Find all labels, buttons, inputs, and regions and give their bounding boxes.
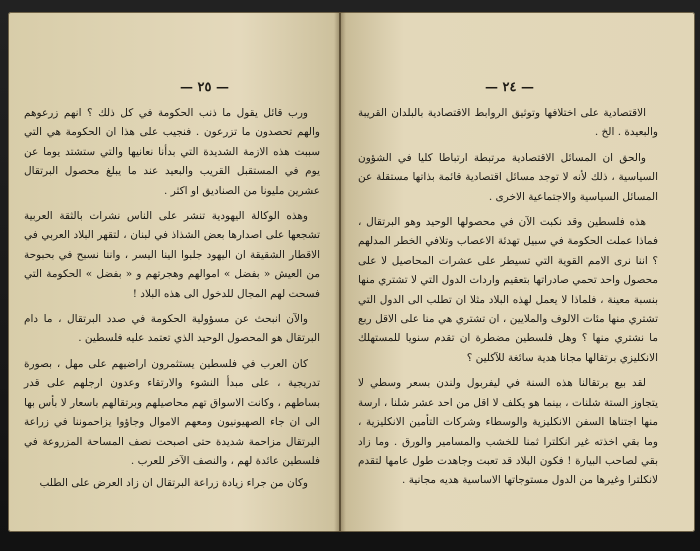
book-gutter bbox=[334, 12, 346, 532]
left-paragraph-2: وهذه الوكالة اليهودية تنشر على الناس نشرات بالثقة العربية تشجعها على اصدارها بعض الشذاذ في لبنان ، لتقهر البلاد العربي في الاقطار الشقيقة ان اليهود جلبوا الينا اليسر ، واننا نسبح في بحبوحة من العيش « بفضل » اموالهم وهجرتهم و « بفضل » الحكومة التي فسحت لهم المجال للدخول الى هذه البلاد ! bbox=[24, 210, 320, 300]
left-paragraph-5: وكان من جراء زيادة زراعة البرتقال ان زاد العرض على الطلب bbox=[39, 477, 308, 490]
right-paragraph-3: هذه فلسطين وقد نكبت الآن في محصولها الوحيد وهو البرتقال ، فماذا عملت الحكومة في سبيل تهدئة الاعصاب وتلافي الخطر المدلهم ؟ اننا نرى الامم القوية التي تسيطر على عشرات المحاصيل لا على محصول واحد تحمي صادراتها بتعقيم واردات الدول التي لا تشتري منها بنسبة معينة ، فلماذا لا يعمل لهذه البلاد مثلا ان تطلب الى الدول التي تشتري منها مئات الالوف والملايين ، ان تشتري هي منا على الاقل ربع ما نشتري منها ؟ وهل فلسطين مضطرة ان تقدم سنويا للمستهلك الانكليزي برتقالها مجانا هدية سائغة للآكلين ؟ bbox=[357, 216, 658, 364]
page-number-left: — ٢٥ — bbox=[180, 80, 230, 95]
left-page-text bbox=[24, 104, 320, 500]
left-paragraph-4: كان العرب في فلسطين يستثمرون اراضيهم على مهل ، بصورة تدريجية ، على مبدأ النشوء والارتقاء وعدون ارجلهم على قدر بساطهم ، وكانت الاسواق تهم محاصيلهم وبرتقالهم باسعار لا بأس بها الى ان جاء الصهيونيون ومعهم الاموال وجاؤوا يزاحموننا في زراعة البرتقال مزاحمة شديدة حتى اصبحت نصف المساحة المزروعة في فلسطين عائدة لهم ، والنصف الآخر للعرب . bbox=[24, 357, 320, 467]
right-page-text bbox=[358, 104, 658, 497]
left-page bbox=[8, 12, 340, 532]
right-paragraph-4: لقد بيع برتقالنا هذه السنة في ليفربول ولندن بسعر وسطي لا يتجاوز الستة شلنات ، بينما هو يكلف لا اقل من احد عشر شلنا ، ارسة منها اجتناها السفن الانكليزية والوسطاء وشركات التأمين الانكليزية ، وما بقي اخذته غير انكلترا ثمنا للخشب والمسامير والورق . وما زاد بقي لصاحب البيارة ! فكون البلاد قد تعبت وجاهدت طول عامها لتقدم لانكلترا وغيرها من الدول مستوجاتها الاساسية هديه مجانية . bbox=[358, 377, 658, 487]
right-page bbox=[340, 12, 695, 532]
page-number-right: — ٢٤ — bbox=[485, 80, 535, 95]
left-paragraph-1: ورب قائل يقول ما ذنب الحكومة في كل ذلك ؟ انهم زرعوهم والهم تحصدون ما تزرعون . فنجيب على هذا ان الحكومة هي التي سببت هذه الازمة الشديدة التي بدأنا نعانيها والتي ستشتد يوما عن يوم في المستقبل القريب والبعيد عند ما يبلغ محصول البرتقال عشرين مليونا من الصناديق او اكثر . bbox=[24, 107, 320, 197]
left-paragraph-3: والآن انبحث عن مسؤولية الحكومة في صدد البرتقال ، ما دام البرتقال هو المحصول الوحيد الذي تعتمد عليه فلسطين . bbox=[24, 313, 320, 345]
right-paragraph-1: الاقتصادية على اختلافها وتوثيق الروابط الاقتصادية بالبلدان القريبة والبعيدة . الخ . bbox=[358, 107, 658, 139]
right-paragraph-2: والحق ان المسائل الاقتصادية مرتبطة ارتباطا كليا في الشؤون السياسية ، ذلك لأنه لا توجد مسائل اقتصادية قائمة بذاتها مستقلة عن المسائل السياسية والاجتماعية الاخرى . bbox=[358, 151, 658, 203]
